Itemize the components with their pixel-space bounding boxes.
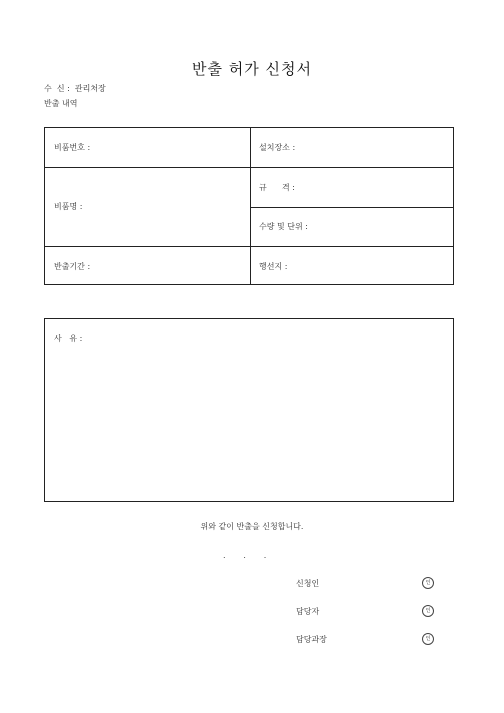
install-location-field[interactable]: 설치장소 : [259, 143, 296, 152]
row-divider [45, 246, 453, 247]
destination-field[interactable]: 행선지 : [259, 262, 288, 271]
seal-icon: 인 [422, 633, 434, 645]
period-field[interactable]: 반출기간 : [54, 262, 91, 271]
row-divider [250, 207, 453, 208]
signer-section-chief-label: 담당과장 [296, 635, 327, 644]
item-number-field[interactable]: 비품번호 : [54, 143, 91, 152]
signer-applicant-label: 신청인 [296, 579, 320, 588]
section-label: 반출 내역 [44, 99, 78, 108]
spec-field[interactable]: 규 격 : [259, 183, 295, 192]
quantity-unit-field[interactable]: 수량 및 단위 : [259, 222, 308, 231]
signer-manager-label: 담당자 [296, 607, 320, 616]
recipient-line: 수 신 : 관리처장 [44, 84, 106, 93]
seal-icon: 인 [422, 577, 434, 589]
reason-box[interactable] [44, 318, 454, 502]
declaration-text: 위와 같이 반출을 신청합니다. [200, 522, 304, 531]
row-divider [45, 167, 453, 168]
seal-icon: 인 [422, 605, 434, 617]
item-name-field[interactable]: 비품명 : [54, 202, 83, 211]
date-line[interactable]: . . . [223, 551, 267, 560]
reason-label: 사 유 : [54, 334, 83, 343]
form-title: 반출 허가 신청서 [192, 60, 312, 78]
column-divider [250, 128, 251, 284]
details-table [44, 127, 454, 285]
